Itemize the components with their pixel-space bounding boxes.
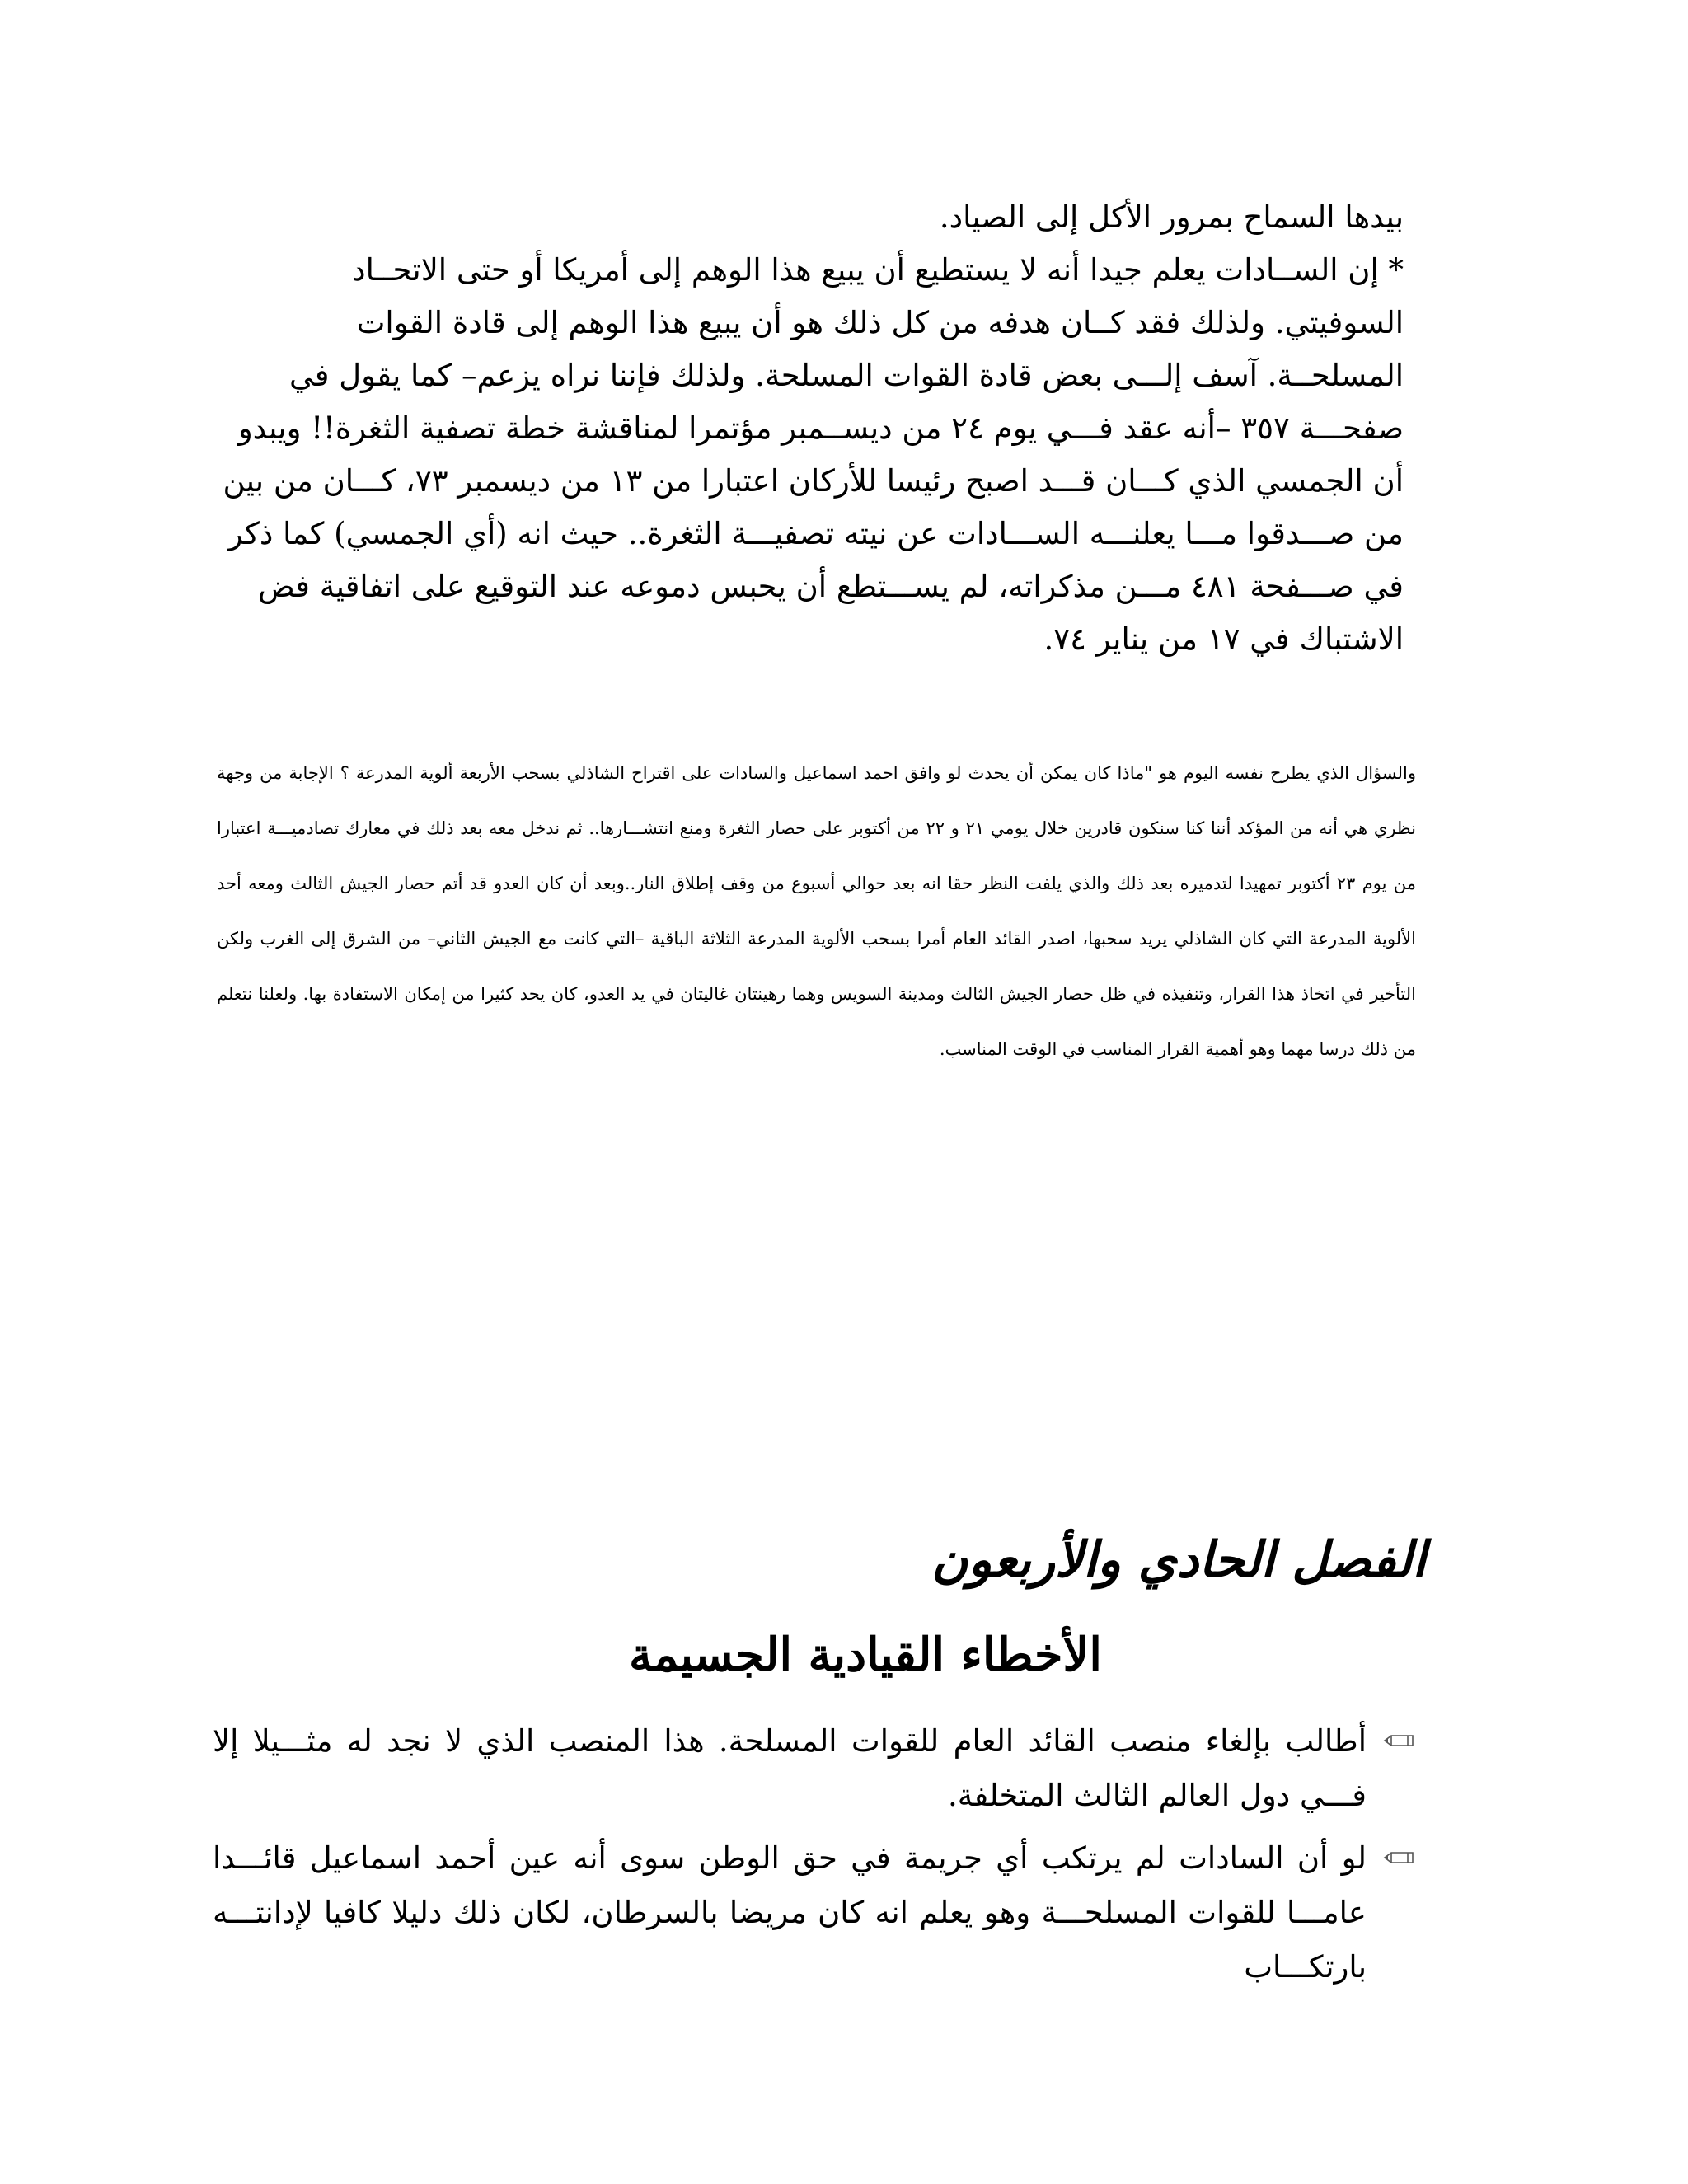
- section-title-text: الأخطاء القيادية الجسيمة: [629, 1628, 1102, 1682]
- bullet-text: أطالب بإلغاء منصب القائد العام للقوات المسلحة. هذا المنصب الذي لا نجد له مثـــيلا إلا فـــي دول العالم الثالث المتخلفة.: [213, 1723, 1367, 1813]
- pencil-icon: [1383, 1731, 1416, 1750]
- bullet-item: [213, 1714, 1416, 1823]
- bullet-text: لو أن السادات لم يرتكب أي جريمة في حق الوطن سوى أنه عين أحمد اسماعيل قائـــدا عامـــا للقوات المسلحـــة وهو يعلم انه كان مريضا بالسرطان، لكان ذلك دليلا كافيا لإدانتـــه بارتكـــاب: [213, 1840, 1367, 1985]
- paragraph-question: [217, 746, 1416, 1077]
- paragraph-continuation: [233, 191, 1404, 244]
- paragraph-text: والسؤال الذي يطرح نفسه اليوم هو "ماذا كان يمكن أن يحدث لو وافق احمد اسماعيل والسادات على اقتراح الشاذلي بسحب الأربعة ألوية المدرعة ؟ الإجابة من وجهة نظري هي أنه من المؤكد أننا كنا سنكون قادرين خلال يومي ٢١ و ٢٢ من أكتوبر على حصار الثغرة ومنع انتشـــارها.. ثم ندخل معه بعد ذلك في معارك تصادميـــة اعتبارا من يوم ٢٣ أكتوبر تمهيدا لتدميره بعد ذلك والذي يلفت النظر حقا انه بعد حوالي أسبوع من وقف إطلاق النار..وبعد أن كان العدو قد أتم حصار الجيش الثالث ومعه أحد الألوية المدرعة التي كان الشاذلي يريد سحبها، اصدر القائد العام أمرا بسحب الألوية المدرعة الثلاثة الباقية –التي كانت مع الجيش الثاني– من الشرق إلى الغرب ولكن التأخير في اتخاذ هذا القرار، وتنفيذه في ظل حصار الجيش الثالث ومدينة السويس وهما رهينتان غاليتان في يد العدو، كان يحد كثيرا من إمكان الاستفادة بها. ولعلنا نتعلم من ذلك درسا مهما وهو أهمية القرار المناسب في الوقت المناسب.: [217, 763, 1417, 1059]
- section-title: [577, 1628, 1154, 1682]
- paragraph-sadat: [217, 244, 1404, 666]
- chapter-title-text: الفصل الحادي والأربعون: [931, 1531, 1426, 1589]
- pencil-icon: [1383, 1848, 1416, 1868]
- bullet-item: [213, 1831, 1416, 1994]
- chapter-title: [684, 1531, 1426, 1589]
- paragraph-text: بيدها السماح بمرور الأكل إلى الصياد.: [939, 199, 1404, 235]
- paragraph-text: * إن الســادات يعلم جيدا أنه لا يستطيع أن يبيع هذا الوهم إلى أمريكا أو حتى الاتحــاد السوفيتي. ولذلك فقد كــان هدفه من كل ذلك هو أن يبيع هذا الوهم إلى قادة القوات المسلحــة. آسف إلـــى بعض قادة القوات المسلحة. ولذلك فإننا نراه يزعم– كما يقول في صفحـــة ٣٥٧ –أنه عقد فـــي يوم ٢٤ من ديســمبر مؤتمرا لمناقشة خطة تصفية الثغرة!! ويبدو أن الجمسي الذي كـــان قـــد اصبح رئيسا للأركان اعتبارا من ١٣ من ديسمبر ٧٣، كـــان من بين من صـــدقوا مـــا يعلنـــه الســـادات عن نيته تصفيـــة الثغرة.. حيث انه (أي الجمسي) كما ذكر في صـــفحة ٤٨١ مـــن مذكراته، لم يســـتطع أن يحبس دموعه عند التوقيع على اتفاقية فض الاشتباك في ١٧ من يناير ٧٤.: [223, 252, 1404, 657]
